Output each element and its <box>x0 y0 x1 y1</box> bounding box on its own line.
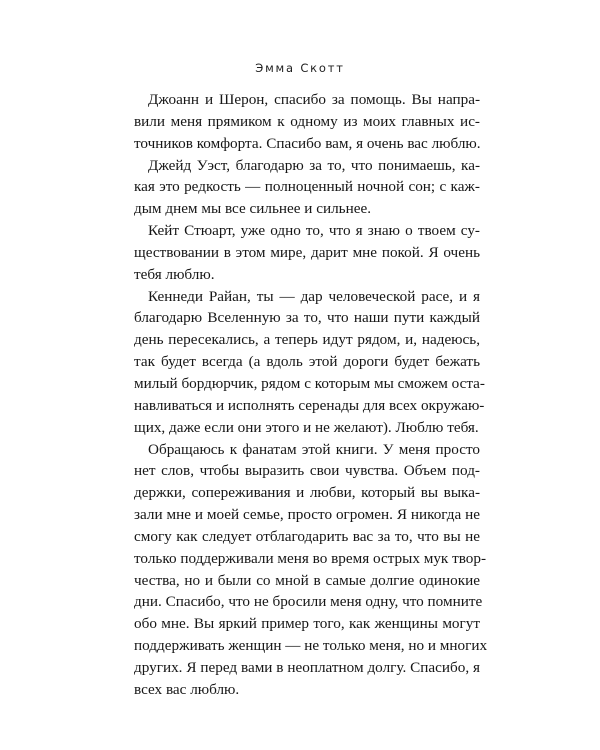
paragraph-4-line: милый бордюрчик, рядом с которым мы сможем оста- <box>134 374 485 392</box>
running-head-author: Эмма Скотт <box>255 61 345 75</box>
paragraph-4-line: день пересекались, а теперь идут рядом, и, надеюсь, <box>134 331 480 349</box>
paragraph-5-line: всех вас люблю. <box>134 680 240 698</box>
paragraph-5-line: других. Я перед вами в неоплатном долгу. Спасибо, я <box>134 658 480 676</box>
paragraph-2-line: дым днем мы все сильнее и сильнее. <box>134 200 371 218</box>
paragraph-4-line: навливаться и исполнять серенады для всех окружаю- <box>134 396 485 414</box>
paragraph-5-line: зали мне и моей семье, просто огромен. Я никогда не <box>134 506 480 524</box>
paragraph-1-line: вили меня прямиком к одному из моих главных ис- <box>134 112 480 130</box>
paragraph-3-line: тебя люблю. <box>134 265 215 283</box>
paragraph-5-line: дни. Спасибо, что не бросили меня одну, что помните <box>134 593 483 611</box>
paragraph-5-line: нет слов, чтобы выразить свои чувства. Объем под- <box>134 462 480 480</box>
paragraph-1-line: точников комфорта. Спасибо вам, я очень вас люблю. <box>134 134 481 152</box>
paragraph-5-line: держки, сопереживания и любви, который вы выка- <box>134 484 480 502</box>
body-text <box>134 89 488 701</box>
paragraph-4-line: благодарю Вселенную за то, что наши пути каждый <box>134 309 480 327</box>
paragraph-2-line: кая это редкость — полноценный ночной сон; с каж- <box>134 178 480 196</box>
paragraph-1-line: Джоанн и Шерон, спасибо за помощь. Вы напра- <box>148 91 480 108</box>
paragraph-4-line: щих, даже если они этого и не желают). Люблю тебя. <box>134 418 479 436</box>
paragraph-3-line: Кейт Стюарт, уже одно то, что я знаю о твоем су- <box>148 222 480 240</box>
paragraph-4-line: так будет всегда (а вдоль этой дороги будет бежать <box>134 353 480 371</box>
paragraph-5-line: только поддерживали меня во время острых мук твор- <box>134 549 487 567</box>
paragraph-5-line: обо мне. Вы яркий пример того, как женщины могут <box>134 615 480 633</box>
paragraph-5-line: Обращаюсь к фанатам этой книги. У меня просто <box>148 440 480 458</box>
paragraph-5-line: поддерживать женщин — не только меня, но и многих <box>134 637 488 655</box>
paragraph-2-line: Джейд Уэст, благодарю за то, что понимаешь, ка- <box>148 156 480 174</box>
paragraph-4-line: Кеннеди Райан, ты — дар человеческой расе, и я <box>148 287 480 305</box>
paragraph-5-line: чества, но и были со мной в самые долгие одинокие <box>134 571 480 589</box>
paragraph-5-line: смогу как следует отблагодарить вас за то, что вы не <box>134 527 480 545</box>
paragraph-3-line: ществовании в этом мире, дарит мне покой. Я очень <box>134 243 480 261</box>
